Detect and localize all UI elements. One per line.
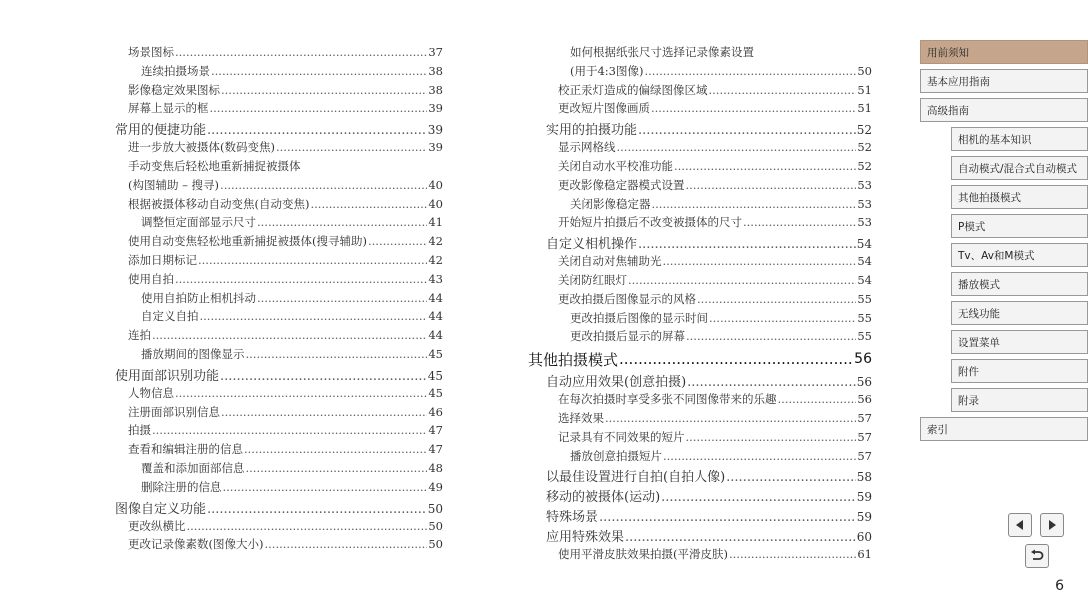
toc-entry-page: 44 — [428, 309, 443, 324]
toc-leader-dots — [687, 375, 856, 390]
toc-leader-dots — [709, 83, 857, 97]
toc-entry-title: 使用自动变焦轻松地重新捕捉被摄体(搜寻辅助) — [128, 234, 367, 249]
toc-entry-title: 选择效果 — [558, 410, 604, 425]
toc-leader-dots — [709, 311, 856, 325]
toc-entry[interactable] — [115, 346, 443, 365]
toc-entry[interactable] — [115, 139, 443, 158]
toc-entry-page: 45 — [428, 346, 443, 361]
toc-entry-page: 57 — [857, 448, 872, 463]
toc-entry[interactable] — [115, 460, 443, 479]
toc-entry[interactable] — [528, 371, 872, 391]
toc-leader-dots — [605, 411, 856, 425]
toc-leader-dots — [246, 347, 428, 361]
toc-leader-dots — [644, 64, 856, 78]
toc-entry-page: 56 — [857, 392, 872, 407]
toc-leader-dots — [778, 392, 857, 406]
toc-leader-dots — [152, 328, 427, 342]
toc-leader-dots — [220, 178, 427, 192]
toc-entry — [115, 158, 443, 177]
toc-entry-title: 开始短片拍摄后不改变被摄体的尺寸 — [558, 215, 742, 230]
toc-leader-dots — [652, 197, 857, 211]
toc-entry[interactable] — [528, 486, 872, 506]
toc-entry[interactable] — [115, 82, 443, 101]
toc-entry[interactable] — [528, 526, 872, 546]
toc-entry-page: 58 — [856, 470, 872, 485]
toc-entry-page: 51 — [857, 101, 872, 116]
toc-leader-dots — [619, 350, 853, 368]
toc-entry-title: 场景图标 — [128, 45, 174, 59]
toc-entry-title: 连拍 — [128, 328, 151, 343]
toc-entry[interactable] — [115, 536, 443, 555]
toc-entry-title: 使用平滑皮肤效果拍摄(平滑皮肤) — [558, 547, 728, 562]
toc-entry[interactable] — [115, 308, 443, 327]
toc-leader-dots — [628, 273, 856, 287]
toc-entry-title: 使用面部识别功能 — [115, 368, 220, 384]
toc-leader-dots — [661, 490, 856, 505]
toc-entry-page: 52 — [857, 158, 872, 173]
toc-entry-page: 43 — [428, 271, 443, 286]
toc-entry-title: 使用自拍 — [128, 271, 174, 286]
toc-entry-title: 删除注册的信息 — [141, 479, 222, 494]
sidebar-tab[interactable]: 无线功能 — [951, 301, 1088, 325]
toc-leader-dots — [175, 272, 427, 286]
toc-leader-dots — [638, 237, 856, 252]
toc-entry[interactable] — [528, 347, 872, 371]
toc-entry-page: 61 — [857, 547, 872, 562]
toc-leader-dots — [257, 291, 427, 305]
toc-entry-page: 37 — [428, 45, 443, 59]
toc-entry[interactable] — [528, 391, 872, 410]
toc-leader-dots — [175, 45, 427, 59]
next-page-icon — [1045, 518, 1059, 532]
toc-entry[interactable] — [528, 119, 872, 139]
toc-entry[interactable] — [528, 82, 872, 101]
toc-leader-dots — [198, 253, 427, 267]
toc-entry[interactable] — [115, 63, 443, 82]
toc-entry-title: 常用的便捷功能 — [115, 123, 207, 139]
toc-entry-page: 56 — [856, 375, 872, 390]
prev-page-icon — [1013, 518, 1027, 532]
toc-entry-title: 自定义相机操作 — [546, 237, 638, 253]
toc-entry-page: 47 — [428, 442, 443, 457]
toc-entry[interactable] — [528, 328, 872, 347]
toc-entry-title: 更改拍摄后图像的显示时间 — [570, 310, 708, 325]
toc-leader-dots — [152, 423, 427, 437]
toc-entry-page: 54 — [857, 254, 872, 269]
toc-entry-title: 以最佳设置进行自拍(自拍人像) — [546, 470, 726, 486]
sidebar-tab[interactable]: 自动模式/混合式自动模式 — [951, 156, 1088, 180]
toc-entry[interactable] — [115, 479, 443, 498]
toc-entry-page: 49 — [428, 479, 443, 494]
toc-entry-page: 44 — [428, 328, 443, 343]
toc-leader-dots — [663, 254, 857, 268]
toc-entry[interactable] — [115, 290, 443, 309]
toc-entry-title: 覆盖和添加面部信息 — [141, 460, 245, 475]
toc-entry — [528, 44, 872, 63]
toc-entry[interactable] — [528, 448, 872, 467]
toc-leader-dots — [625, 530, 856, 545]
toc-entry-page: 53 — [857, 215, 872, 230]
toc-entry[interactable] — [115, 327, 443, 346]
return-icon — [1029, 549, 1045, 563]
toc-entry-title: 更改影像稳定器模式设置 — [558, 177, 685, 192]
toc-entry-page: 47 — [428, 423, 443, 438]
toc-entry-title: 连续拍摄场景 — [141, 63, 210, 78]
toc-entry[interactable] — [528, 214, 872, 233]
toc-entry-title: 添加日期标记 — [128, 252, 197, 267]
toc-right-column — [528, 44, 872, 565]
toc-leader-dots — [686, 329, 856, 343]
toc-entry-page: 57 — [857, 429, 872, 444]
toc-entry[interactable] — [115, 233, 443, 252]
toc-entry-title: 屏幕上显示的框 — [128, 101, 209, 116]
toc-entry-page: 50 — [427, 501, 443, 516]
toc-leader-dots — [264, 537, 427, 551]
sidebar-tab[interactable]: 基本应用指南 — [920, 69, 1088, 93]
toc-leader-dots — [686, 430, 857, 444]
toc-entry-title: 其他拍摄模式 — [528, 350, 619, 369]
toc-entry-page: 45 — [427, 368, 443, 383]
toc-entry[interactable] — [115, 252, 443, 271]
toc-entry-page: 59 — [856, 490, 872, 505]
toc-entry-title: 更改短片图像画质 — [558, 101, 650, 116]
toc-entry-title: (用于4:3图像) — [570, 63, 644, 78]
sidebar-tab[interactable]: 播放模式 — [951, 272, 1088, 296]
toc-entry-page: 42 — [428, 234, 443, 249]
toc-entry-title: 播放期间的图像显示 — [141, 346, 245, 361]
toc-leader-dots — [223, 480, 428, 494]
toc-entry-page: 46 — [428, 404, 443, 419]
toc-entry-title: 实用的拍摄功能 — [546, 123, 638, 139]
toc-entry-title: 应用特殊效果 — [546, 530, 625, 546]
toc-entry-title: 更改纵横比 — [128, 518, 186, 533]
toc-leader-dots — [310, 197, 427, 211]
sidebar-tab[interactable]: P模式 — [951, 214, 1088, 238]
toc-entry-title: 查看和编辑注册的信息 — [128, 442, 243, 457]
toc-leader-dots — [726, 470, 856, 485]
toc-entry-page: 54 — [857, 272, 872, 287]
next-page-button[interactable] — [1040, 513, 1064, 537]
toc-entry-title: 调整恒定面部显示尺寸 — [141, 215, 256, 230]
toc-entry-page: 59 — [856, 510, 872, 525]
toc-entry-title: 根据被摄体移动自动变焦(自动变焦) — [128, 196, 310, 211]
toc-leader-dots — [674, 159, 856, 173]
toc-leader-dots — [651, 101, 856, 115]
toc-entry-page: 50 — [428, 518, 443, 533]
toc-leader-dots — [686, 178, 857, 192]
toc-leader-dots — [210, 101, 428, 115]
toc-entry-title: 移动的被摄体(运动) — [546, 490, 661, 506]
sidebar-tab[interactable]: Tv、Av和M模式 — [951, 243, 1088, 267]
toc-entry[interactable] — [528, 506, 872, 526]
toc-entry-page: 55 — [857, 310, 872, 325]
toc-entry[interactable] — [115, 498, 443, 518]
toc-entry-title: 更改拍摄后显示的屏幕 — [570, 329, 685, 344]
toc-entry[interactable] — [115, 365, 443, 385]
toc-entry-page: 45 — [428, 385, 443, 400]
toc-entry-title: 影像稳定效果图标 — [128, 82, 220, 97]
toc-entry[interactable] — [115, 441, 443, 460]
sidebar-tab[interactable]: 索引 — [920, 417, 1088, 441]
toc-entry-page: 50 — [857, 63, 872, 78]
toc-entry-page: 40 — [428, 177, 443, 192]
toc-entry[interactable] — [528, 546, 872, 565]
toc-entry-page: 41 — [428, 215, 443, 230]
toc-entry-title: 手动变焦后轻松地重新捕捉被摄体 — [128, 158, 301, 173]
sidebar-tab[interactable]: 附件 — [951, 359, 1088, 383]
toc-entry-title: 校正汞灯造成的偏绿图像区域 — [558, 82, 708, 97]
toc-leader-dots — [246, 461, 428, 475]
toc-leader-dots — [220, 369, 427, 384]
toc-leader-dots — [221, 405, 427, 419]
toc-entry-page: 44 — [428, 290, 443, 305]
toc-leader-dots — [257, 215, 427, 229]
toc-entry-page: 50 — [428, 537, 443, 552]
toc-leader-dots — [200, 309, 428, 323]
toc-entry-page: 52 — [856, 123, 872, 138]
toc-entry[interactable] — [115, 422, 443, 441]
toc-entry[interactable] — [528, 429, 872, 448]
toc-leader-dots — [638, 123, 856, 138]
toc-entry[interactable] — [528, 158, 872, 177]
page-number: 6 — [1055, 578, 1064, 594]
toc-leader-dots — [617, 140, 857, 154]
toc-entry-title: 播放创意拍摄短片 — [570, 448, 662, 463]
toc-entry-page: 57 — [857, 410, 872, 425]
toc-entry-page: 53 — [857, 177, 872, 192]
toc-entry[interactable] — [528, 139, 872, 158]
toc-entry-title: 如何根据纸张尺寸选择记录像素设置 — [570, 45, 754, 59]
toc-entry-title: 记录具有不同效果的短片 — [558, 429, 685, 444]
toc-entry-title: 关闭自动水平校准功能 — [558, 158, 673, 173]
toc-entry[interactable] — [115, 196, 443, 215]
toc-entry-title: 关闭影像稳定器 — [570, 196, 651, 211]
toc-entry-page: 39 — [428, 101, 443, 116]
toc-leader-dots — [599, 510, 856, 525]
toc-entry-page: 39 — [427, 123, 443, 138]
toc-left-column — [115, 44, 443, 555]
toc-entry-title: 进一步放大被摄体(数码变焦) — [128, 140, 275, 155]
toc-entry[interactable] — [528, 253, 872, 272]
toc-entry-title: 自动应用效果(创意拍摄) — [546, 375, 687, 391]
toc-entry-page: 55 — [857, 291, 872, 306]
toc-leader-dots — [175, 386, 427, 400]
toc-entry[interactable] — [528, 100, 872, 119]
toc-entry-page: 55 — [857, 329, 872, 344]
sidebar-tab[interactable]: 附录 — [951, 388, 1088, 412]
toc-entry[interactable] — [528, 63, 872, 82]
toc-leader-dots — [729, 547, 856, 561]
toc-entry-title: 关闭自动对焦辅助光 — [558, 254, 662, 269]
toc-entry[interactable] — [115, 214, 443, 233]
toc-entry-title: 关闭防红眼灯 — [558, 272, 627, 287]
toc-entry[interactable] — [528, 196, 872, 215]
toc-entry-page: 53 — [857, 196, 872, 211]
toc-leader-dots — [207, 123, 427, 138]
toc-entry[interactable] — [115, 271, 443, 290]
sidebar-tab[interactable]: 用前须知 — [920, 40, 1088, 64]
toc-entry-title: 注册面部识别信息 — [128, 404, 220, 419]
toc-leader-dots — [207, 502, 427, 517]
sidebar-tab[interactable]: 设置菜单 — [951, 330, 1088, 354]
toc-leader-dots — [663, 449, 856, 463]
toc-leader-dots — [368, 234, 427, 248]
toc-leader-dots — [743, 215, 856, 229]
toc-entry[interactable] — [528, 310, 872, 329]
toc-entry-title: 自定义自拍 — [141, 309, 199, 324]
toc-entry-page: 51 — [857, 82, 872, 97]
toc-entry[interactable] — [115, 404, 443, 423]
toc-entry[interactable] — [115, 44, 443, 63]
sidebar-tab[interactable]: 高级指南 — [920, 98, 1088, 122]
toc-entry-title: 拍摄 — [128, 423, 151, 438]
toc-leader-dots — [187, 519, 428, 533]
toc-entry[interactable] — [528, 466, 872, 486]
toc-entry[interactable] — [115, 518, 443, 537]
toc-entry-title: 使用自拍防止相机抖动 — [141, 290, 256, 305]
toc-entry-page: 42 — [428, 252, 443, 267]
toc-leader-dots — [221, 83, 427, 97]
toc-leader-dots — [211, 64, 427, 78]
toc-entry[interactable] — [528, 233, 872, 253]
toc-entry-title: 在每次拍摄时享受多张不同图像带来的乐趣 — [558, 392, 777, 407]
toc-leader-dots — [244, 442, 427, 456]
toc-entry[interactable] — [528, 291, 872, 310]
toc-entry-title: 更改拍摄后图像显示的风格 — [558, 291, 696, 306]
toc-entry-title: 图像自定义功能 — [115, 501, 207, 517]
toc-entry-page: 60 — [856, 530, 872, 545]
toc-entry[interactable] — [528, 272, 872, 291]
sidebar-tab[interactable]: 其他拍摄模式 — [951, 185, 1088, 209]
toc-entry-page: 54 — [856, 237, 872, 252]
toc-entry-title: 更改记录像素数(图像大小) — [128, 537, 264, 552]
toc-entry-page: 48 — [428, 460, 443, 475]
return-button[interactable] — [1025, 544, 1049, 568]
toc-entry[interactable] — [528, 177, 872, 196]
toc-entry[interactable] — [528, 410, 872, 429]
toc-entry[interactable] — [115, 177, 443, 196]
toc-entry-title: 特殊场景 — [546, 510, 599, 526]
toc-entry[interactable] — [115, 119, 443, 139]
sidebar-tab[interactable]: 相机的基本知识 — [951, 127, 1088, 151]
toc-entry-title: (构图辅助 – 搜寻) — [128, 177, 220, 192]
toc-leader-dots — [697, 292, 856, 306]
toc-entry-title: 显示网格线 — [558, 140, 616, 155]
toc-leader-dots — [276, 140, 427, 154]
prev-page-button[interactable] — [1008, 513, 1032, 537]
toc-entry[interactable] — [115, 385, 443, 404]
toc-entry-page: 39 — [428, 140, 443, 155]
toc-entry-page: 52 — [857, 140, 872, 155]
toc-entry-page: 38 — [428, 82, 443, 97]
toc-entry-title: 人物信息 — [128, 385, 174, 400]
toc-entry-page: 56 — [854, 351, 872, 368]
toc-entry-page: 38 — [428, 63, 443, 78]
toc-entry-page: 40 — [428, 196, 443, 211]
toc-entry[interactable] — [115, 100, 443, 119]
